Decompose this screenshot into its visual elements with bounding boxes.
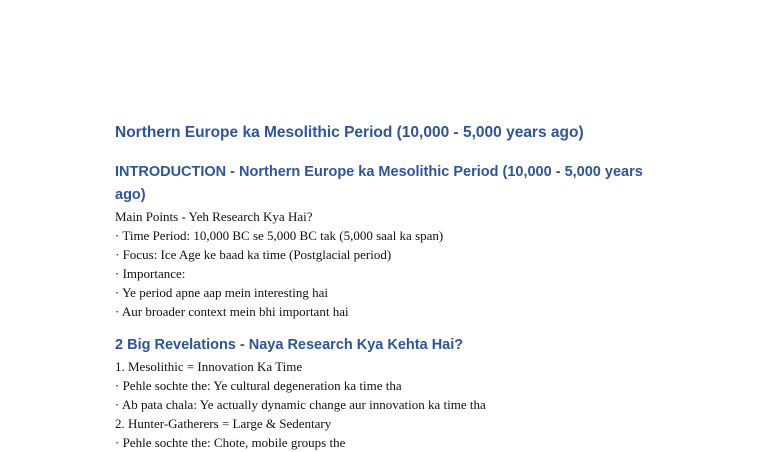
section2-line: · Pehle sochte the: Chote, mobile groups the: [115, 435, 346, 450]
intro-line: Main Points - Yeh Research Kya Hai?: [115, 209, 313, 224]
section2-line: · Ab pata chala: Ye actually dynamic change aur innovation ka time tha: [115, 397, 486, 412]
section2-heading: 2 Big Revelations - Naya Research Kya Kehta Hai?: [115, 337, 464, 353]
section2-line: 2. Hunter-Gatherers = Large & Sedentary: [115, 416, 332, 431]
section2-line: 1. Mesolithic = Innovation Ka Time: [115, 359, 303, 374]
intro-line: · Time Period: 10,000 BC se 5,000 BC tak (5,000 saal ka span): [115, 228, 444, 243]
document-title: Northern Europe ka Mesolithic Period (10,000 - 5,000 years ago): [115, 124, 584, 141]
section2-line: · Pehle sochte the: Ye cultural degeneration ka time tha: [115, 378, 402, 393]
intro-line: · Importance:: [115, 266, 186, 281]
intro-line: · Ye period apne aap mein interesting hai: [115, 285, 328, 300]
intro-heading: INTRODUCTION - Northern Europe ka Mesolithic Period (10,000 - 5,000 years ago): [115, 164, 643, 203]
intro-line: · Focus: Ice Age ke baad ka time (Postglacial period): [115, 247, 392, 262]
intro-line: · Aur broader context mein bhi important hai: [115, 304, 349, 319]
